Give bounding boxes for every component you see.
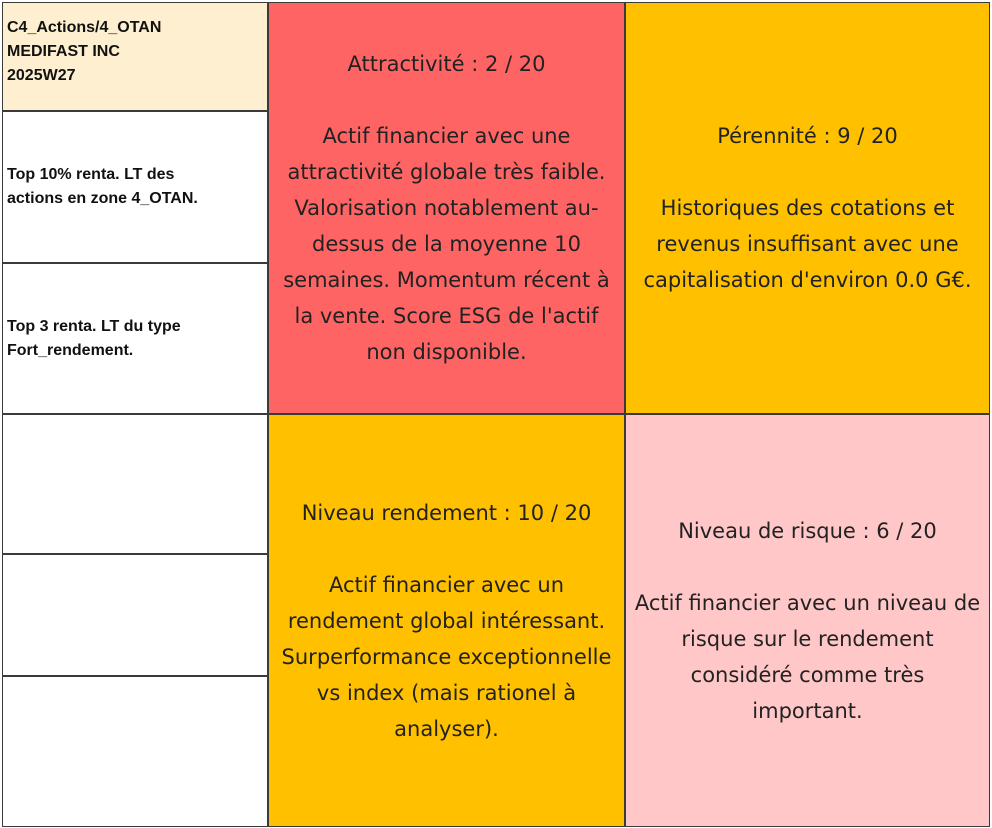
attractivite-panel xyxy=(268,2,625,414)
empty-row-1 xyxy=(2,414,268,554)
ranking-type-line1: Top 3 renta. LT du type xyxy=(7,317,181,335)
empty-row-3 xyxy=(2,676,268,827)
perennite-panel xyxy=(625,2,990,414)
ranking-type-line2: Fort_rendement. xyxy=(7,341,134,359)
asset-week: 2025W27 xyxy=(7,67,76,84)
asset-header xyxy=(2,2,268,111)
ranking-zone-row xyxy=(2,111,268,263)
rendement-title: Niveau rendement : 10 / 20 xyxy=(301,500,592,525)
attractivite-title: Attractivité : 2 / 20 xyxy=(347,52,546,76)
perennite-title: Pérennité : 9 / 20 xyxy=(717,124,898,148)
perennite-description: Historiques des cotations et revenus insuffisant avec une capitalisation d'environ 0.0 G€. xyxy=(643,196,972,292)
rendement-description: Actif financier avec un rendement global intéressant. Surperformance exceptionnelle vs index (mais rationel à analyser). xyxy=(281,572,612,741)
ranking-zone-line2: actions en zone 4_OTAN. xyxy=(7,190,198,207)
asset-name: MEDIFAST INC xyxy=(7,43,120,60)
asset-category: C4_Actions/4_OTAN xyxy=(7,19,162,36)
risque-panel xyxy=(625,414,990,827)
ranking-zone-line1: Top 10% renta. LT des xyxy=(7,166,175,183)
empty-row-2 xyxy=(2,554,268,676)
rendement-panel xyxy=(268,414,625,827)
risque-description: Actif financier avec un niveau de risque sur le rendement considéré comme très important. xyxy=(634,590,981,723)
ranking-type-row xyxy=(2,263,268,414)
risque-title: Niveau de risque : 6 / 20 xyxy=(678,518,937,543)
attractivite-description: Actif financier avec une attractivité globale très faible. Valorisation notablement au- dessus de la moyenne 10 semaines. Momentum récent à la vente. Score ESG de l'actif non disponible. xyxy=(283,124,610,364)
